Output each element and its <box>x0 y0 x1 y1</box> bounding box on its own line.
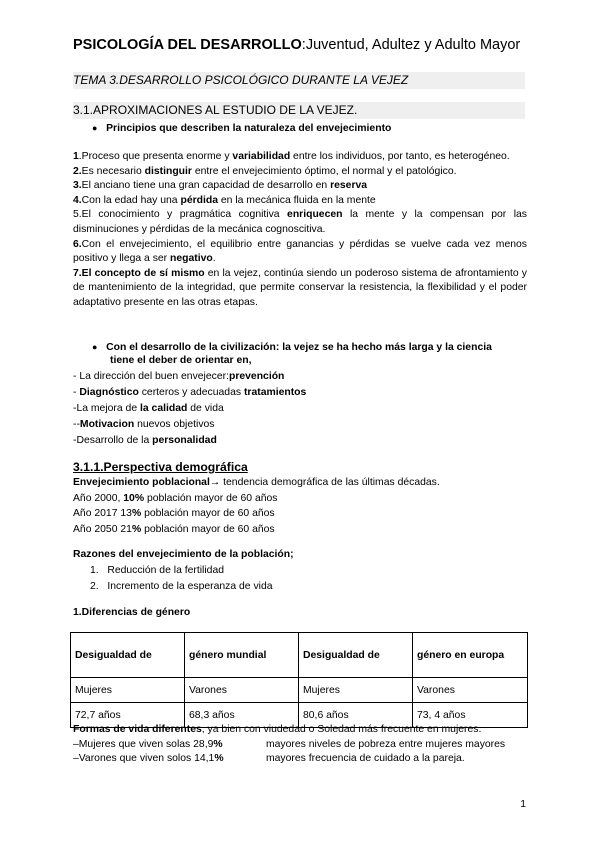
bullet-civilizacion-cont: tiene el deber de orientar en, <box>110 355 252 366</box>
razones-item: 2. Incremento de la esperanza de vida <box>90 580 273 592</box>
orientation-list <box>73 369 306 449</box>
table-cell: 68,3 años <box>185 703 299 728</box>
bullet-civilizacion-text: Con el desarrollo de la civilización: la vejez se ha hecho más larga y la ciencia <box>106 342 492 353</box>
table-row <box>71 633 528 678</box>
year-line: Año 2050 21% población mayor de 60 años <box>73 523 275 535</box>
title-bold: PSICOLOGÍA DEL DESARROLLO <box>73 37 302 53</box>
table-cell: 73, 4 años <box>413 703 528 728</box>
formas-item-left: –Mujeres que viven solas 28,9% <box>73 739 223 750</box>
document-title <box>73 37 520 53</box>
formas-item-right: mayores frecuencia de cuidado a la pareja. <box>266 753 465 764</box>
razones-item: 1. Reducción de la fertilidad <box>90 565 225 576</box>
razones-list <box>90 563 273 594</box>
formas-item-left: –Varones que viven solos 14,1% <box>73 753 224 764</box>
principle-item: 2.Es necesario distinguir entre el envejecimiento óptimo, el normal y el patológico. <box>73 165 457 177</box>
principles-list <box>73 150 527 311</box>
table-row <box>71 678 528 703</box>
envejecimiento-line: Envejecimiento poblacional→ tendencia demográfica de las últimas décadas. <box>73 477 440 488</box>
table-cell: Mujeres <box>71 678 185 703</box>
demografia-block <box>73 475 440 537</box>
list-item: - La dirección del buen envejecer:prevención <box>73 371 285 382</box>
page-number: 1 <box>520 799 526 810</box>
table-cell: Varones <box>413 678 528 703</box>
formas-item-right: mayores niveles de pobreza entre mujeres mayores <box>266 739 506 750</box>
list-item: - Diagnóstico certeros y adecuadas tratamientos <box>73 387 307 398</box>
principle-item: 7.El concepto de sí mismo en la vejez, continúa siendo un poderoso sistema de afrontamiento y de mantenimiento de la integridad, que permite conservar la resistencia, la flexibilidad y el poder adaptativo presente en las otras etapas. <box>73 267 527 308</box>
principle-item: 5.El conocimiento y pragmática cognitiva enriquecen la mente y la compensan por las disminuciones y pérdidas de la mecánica cognoscitiva. <box>73 209 527 235</box>
razones-heading: Razones del envejecimiento de la población; <box>73 549 294 560</box>
tema-heading: TEMA 3.DESARROLLO PSICOLÓGICO DURANTE LA VEJEZ <box>73 72 525 89</box>
list-item: -Desarrollo de la personalidad <box>73 435 217 446</box>
year-line: Año 2000, 10% población mayor de 60 años <box>73 492 278 504</box>
principle-item: 3.El anciano tiene una gran capacidad de desarrollo en reserva <box>73 180 368 192</box>
principle-item: 1.Proceso que presenta enorme y variabilidad entre los individuos, por tanto, es heterogéneo. <box>73 151 510 162</box>
table-cell: Varones <box>185 678 299 703</box>
title-subtitle: :Juventud, Adultez y Adulto Mayor <box>301 37 521 53</box>
formas-line: Formas de vida diferentes, ya bien con viudedad o Soledad más frecuente en mujeres. <box>73 724 482 735</box>
table-cell: género en europa <box>413 633 528 678</box>
bullet-principios <box>92 121 391 137</box>
table-cell: 72,7 años <box>71 703 185 728</box>
list-item: -La mejora de la calidad de vida <box>73 403 224 414</box>
diferencias-heading: 1.Diferencias de género <box>73 607 191 618</box>
bullet-icon: ● <box>92 342 98 352</box>
list-item: --Motivacion nuevos objetivos <box>73 419 215 430</box>
gender-table <box>70 632 528 728</box>
table-cell: 80,6 años <box>299 703 413 728</box>
section-31-heading: 3.1.APROXIMACIONES AL ESTUDIO DE LA VEJEZ. <box>73 102 525 119</box>
bullet-principios-text: Principios que describen la naturaleza del envejecimiento <box>106 123 392 134</box>
principle-item: 4.Con la edad hay una pérdida en la mecánica fluida en la mente <box>73 194 376 206</box>
table-cell: Desigualdad de <box>299 633 413 678</box>
section-311-heading: 3.1.1.Perspectiva demográfica <box>73 460 248 474</box>
year-line: Año 2017 13% población mayor de 60 años <box>73 508 275 519</box>
bullet-icon: ● <box>92 123 98 133</box>
table-cell: género mundial <box>185 633 299 678</box>
table-cell: Mujeres <box>299 678 413 703</box>
table-cell: Desigualdad de <box>71 633 185 678</box>
principle-item: 6.Con el envejecimiento, el equilibrio entre ganancias y pérdidas se vuelve cada vez menos positivo y llega a ser negativo. <box>73 238 527 265</box>
